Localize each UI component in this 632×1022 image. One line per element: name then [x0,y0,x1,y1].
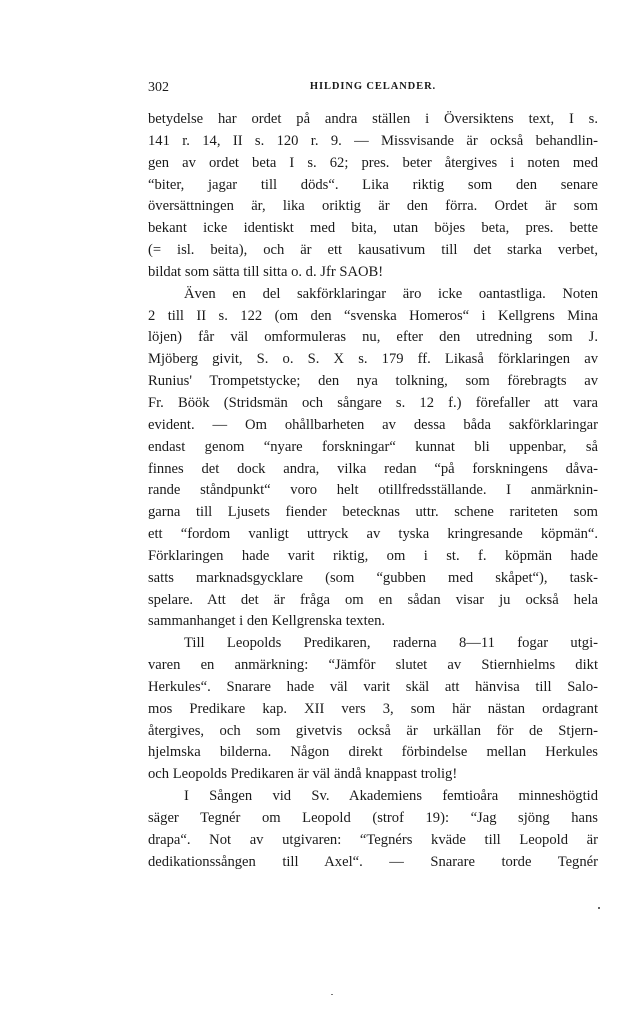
text-line: rande ståndpunkt“ voro helt otillfredsställande. I anmärknin- [148,482,598,499]
text-line: hjelmska bilderna. Någon direkt förbindelse mellan Herkules [148,744,598,761]
running-title: HILDING CELANDER. [309,81,437,92]
text-line: säger Tegnér om Leopold (strof 19): “Jag sjöng hans [148,810,598,826]
text-line: Herkules“. Snarare hade väl varit skäl att hänvisa till Salo- [148,678,598,695]
text-line: Runius' Trompetstycke; den nya tolkning, som förebragts av [148,373,598,390]
text-line: betydelse har ordet på andra ställen i Översiktens text, I s. [148,111,598,127]
text-line: översättningen är, lika oriktig är den förra. Ordet är som [148,198,598,215]
text-line: återgives, och som givetvis också är urkällan för de Stjern- [148,722,598,739]
body-text [148,109,598,874]
text-line: och Leopolds Predikaren är väl ändå knappast trolig! [148,766,458,783]
page-header [148,80,598,98]
text-line: Mjöberg givit, S. o. S. X s. 179 ff. Likaså förklaringen av [148,351,598,368]
text-line: drapa“. Not av utgivaren: “Tegnérs kväde till Leopold är [148,831,598,848]
text-line: löjen) får väl omformuleras nu, efter den utredning som J. [148,329,598,346]
page-number: 302 [148,80,169,95]
speck-mark [331,994,333,995]
text-line: satts marknadsgycklare (som “gubben med skåpet“), task- [148,569,598,586]
text-line: endast genom “nyare forskningar“ kunnat bli uppenbar, så [148,438,598,455]
text-line: bekant icke identiskt med bita, utan böjes beta, pres. bette [148,220,598,237]
text-line: I Sången vid Sv. Akademiens femtioåra minneshögtid [184,788,598,805]
text-line: bildat som sätta till sitta o. d. Jfr SAOB! [148,263,384,280]
text-line: dedikationssången till Axel“. — Snarare torde Tegnér [148,853,598,870]
text-line: Även en del sakförklaringar äro icke oantastliga. Noten [184,285,598,302]
text-line: spelare. Att det är fråga om en sådan visar ju också hela [148,591,598,608]
text-line: finnes det dock andra, vilka redan “på forskningens dåva- [148,460,598,477]
text-line: Förklaringen hade varit riktig, om i st. f. köpmän hade [148,547,598,564]
text-line: mos Predikare kap. XII vers 3, som här nästan ordagrant [148,700,598,717]
text-line: 2 till II s. 122 (om den “svenska Homeros“ i Kellgrens Mina [148,307,598,324]
text-line: (= isl. beita), och är ett kausativum till det starka verbet, [148,242,598,259]
text-line: garna till Ljusets fiender betecknas uttr. schene rariteten som [148,504,598,521]
text-line: evident. — Om ohållbarheten av dessa båda sakförklaringar [148,416,598,433]
text-line: sammanhanget i den Kellgrenska texten. [148,613,386,630]
text-line: varen en anmärkning: “Jämför slutet av Stiernhielms dikt [148,657,598,674]
text-line: 141 r. 14, II s. 120 r. 9. — Missvisande är också behandlin- [148,132,598,149]
text-line: gen av ordet beta I s. 62; pres. beter återgives i noten med [148,154,598,171]
speck-mark [598,907,600,909]
text-line: “biter, jagar till döds“. Lika riktig som den senare [148,176,598,193]
text-line: Till Leopolds Predikaren, raderna 8—11 fogar utgi- [184,635,598,652]
text-line: Fr. Böök (Stridsmän och sångare s. 12 f.) förefaller att vara [148,394,598,411]
text-line: ett “fordom vanligt uttryck av tyska kringresande köpmän“. [148,526,598,543]
